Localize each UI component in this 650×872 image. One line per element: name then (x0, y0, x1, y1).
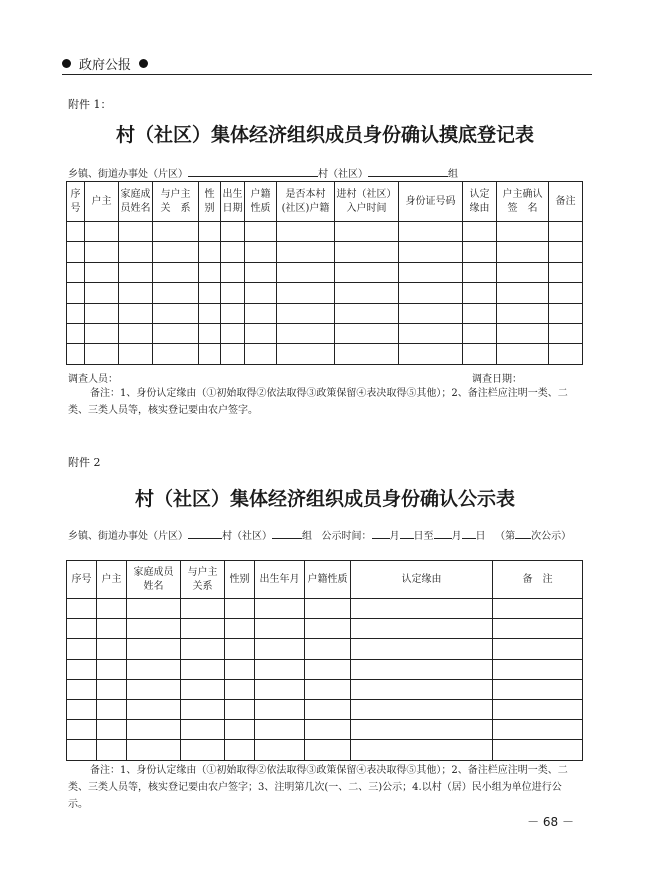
table-cell[interactable] (181, 599, 225, 619)
table-cell[interactable] (351, 679, 493, 699)
table-cell[interactable] (119, 242, 153, 262)
annex2-subheading (68, 528, 580, 544)
column-header (245, 182, 277, 222)
table-cell[interactable] (399, 323, 463, 343)
table-cell[interactable] (351, 619, 493, 639)
page-number: － 68 － (527, 815, 574, 829)
annex1-town-label: 乡镇、街道办事处（片区） (68, 169, 188, 180)
table-cell[interactable] (255, 639, 305, 659)
column-header (199, 182, 221, 222)
table-row (67, 720, 583, 740)
table-cell[interactable] (497, 262, 549, 282)
table-cell[interactable] (305, 699, 351, 719)
table-cell[interactable] (255, 619, 305, 639)
annex1-label: 附件 1： (68, 98, 112, 111)
table-cell[interactable] (255, 659, 305, 679)
table-cell[interactable] (181, 619, 225, 639)
table-row (67, 599, 583, 619)
table-row (67, 740, 583, 760)
column-header-text: (社区)户籍 (281, 202, 330, 214)
table-cell[interactable] (463, 242, 497, 262)
column-header-text: 户主 (101, 573, 122, 585)
town-blank (188, 528, 222, 539)
table-cell[interactable] (277, 283, 335, 303)
column-header (255, 561, 305, 599)
column-header-text: 缘由 (469, 202, 490, 214)
table-cell[interactable] (67, 262, 85, 282)
table-cell[interactable] (127, 720, 181, 740)
table-cell[interactable] (67, 303, 85, 323)
column-header (127, 561, 181, 599)
column-header-text: 性质 (250, 202, 271, 214)
table-row (67, 619, 583, 639)
table-cell[interactable] (549, 323, 583, 343)
blank (434, 528, 452, 539)
table-cell[interactable] (493, 619, 583, 639)
day-label: 日至 (413, 531, 434, 542)
table-cell[interactable] (463, 323, 497, 343)
annex2-town-label: 乡镇、街道办事处（片区） (68, 531, 188, 542)
table-cell[interactable] (277, 262, 335, 282)
table-cell[interactable] (67, 740, 97, 760)
column-header (549, 182, 583, 222)
column-header-text: 号 (70, 202, 81, 214)
table-cell[interactable] (199, 323, 221, 343)
column-header-text: 序号 (71, 573, 92, 585)
table-cell[interactable] (97, 599, 127, 619)
table-cell[interactable] (351, 699, 493, 719)
table-cell[interactable] (97, 699, 127, 719)
column-header-text: 认定缘由 (401, 573, 442, 585)
table-cell[interactable] (127, 699, 181, 719)
table-cell[interactable] (351, 720, 493, 740)
table-cell[interactable] (255, 740, 305, 760)
month-label: 月 (451, 531, 462, 542)
table-cell[interactable] (119, 344, 153, 364)
table-cell[interactable] (305, 619, 351, 639)
table-row (67, 323, 583, 343)
table-row (67, 639, 583, 659)
table-cell[interactable] (181, 659, 225, 679)
column-header (335, 182, 399, 222)
table-cell[interactable] (181, 679, 225, 699)
column-header-text: 员姓名 (120, 202, 151, 214)
table-cell[interactable] (85, 262, 119, 282)
table-cell[interactable] (335, 344, 399, 364)
gazette-header (62, 54, 148, 73)
column-header-text: 户籍 (250, 188, 271, 200)
column-header-text: 认定 (469, 188, 490, 200)
annex2-title: 村（社区）集体经济组织成员身份确认公示表 (134, 488, 515, 510)
table-cell[interactable] (399, 242, 463, 262)
table-cell[interactable] (153, 344, 199, 364)
table-cell[interactable] (225, 599, 255, 619)
publicity-time-label: 公示时间： (321, 531, 372, 542)
column-header (493, 561, 583, 599)
table-cell[interactable] (549, 303, 583, 323)
round-label: （第 (495, 531, 516, 542)
gazette-title: 政府公报 (79, 58, 132, 73)
village-blank (368, 166, 448, 177)
table-cell[interactable] (97, 679, 127, 699)
table-cell[interactable] (127, 639, 181, 659)
table-cell[interactable] (67, 222, 85, 242)
table-cell[interactable] (335, 283, 399, 303)
column-header-text: 姓名 (143, 580, 164, 592)
table-cell[interactable] (225, 699, 255, 719)
table-cell[interactable] (351, 599, 493, 619)
column-header-text: 户籍性质 (307, 573, 348, 585)
table-cell[interactable] (181, 699, 225, 719)
table-cell[interactable] (199, 222, 221, 242)
table-cell[interactable] (245, 222, 277, 242)
annex2-table (66, 560, 583, 761)
table-cell[interactable] (67, 599, 97, 619)
table-cell[interactable] (127, 599, 181, 619)
table-cell[interactable] (221, 344, 245, 364)
town-blank (188, 166, 318, 177)
table-cell[interactable] (277, 344, 335, 364)
table-cell[interactable] (351, 659, 493, 679)
table-cell[interactable] (245, 303, 277, 323)
table-cell[interactable] (127, 659, 181, 679)
column-header-text: 是否本村 (285, 188, 326, 200)
bullet-icon (62, 59, 71, 68)
table-cell[interactable] (463, 283, 497, 303)
annex1-village-label: 村（社区） (318, 169, 368, 180)
column-header-text: 序 (70, 188, 81, 200)
table-cell[interactable] (127, 740, 181, 760)
column-header-text: 关 系 (160, 202, 191, 214)
table-cell[interactable] (97, 659, 127, 679)
table-cell[interactable] (305, 679, 351, 699)
table-cell[interactable] (549, 242, 583, 262)
annex2-note: 备注：1、身份认定缘由（①初始取得②依法取得③政策保留④表决取得⑤其他）；2、备注栏应注明一类、二类、三类人员等，核实登记要由农户签字；3、注明第几次(一、二、三)公示；4.以村（居）民小组为单位进行公示。 (68, 765, 568, 810)
annex2-label: 附件 2 (68, 456, 101, 469)
table-cell[interactable] (225, 740, 255, 760)
column-header-text: 别 (204, 202, 215, 214)
table-cell[interactable] (199, 242, 221, 262)
table-row (67, 659, 583, 679)
table-cell[interactable] (493, 740, 583, 760)
column-header (85, 182, 119, 222)
column-header-text: 出生年月 (259, 573, 300, 585)
table-cell[interactable] (399, 283, 463, 303)
table-cell[interactable] (305, 720, 351, 740)
column-header (119, 182, 153, 222)
header-rule (62, 74, 592, 75)
column-header (351, 561, 493, 599)
table-cell[interactable] (153, 323, 199, 343)
table-cell[interactable] (181, 740, 225, 760)
table-cell[interactable] (549, 344, 583, 364)
column-header-text: 签 名 (507, 202, 538, 214)
table-cell[interactable] (335, 323, 399, 343)
table-cell[interactable] (67, 242, 85, 262)
table-row (67, 283, 583, 303)
table-row (67, 699, 583, 719)
blank (515, 528, 531, 539)
table-cell[interactable] (245, 283, 277, 303)
table-cell[interactable] (277, 222, 335, 242)
table-cell[interactable] (119, 222, 153, 242)
table-cell[interactable] (67, 659, 97, 679)
table-cell[interactable] (399, 262, 463, 282)
table-cell[interactable] (67, 619, 97, 639)
blank (372, 528, 390, 539)
column-header (67, 561, 97, 599)
table-cell[interactable] (351, 639, 493, 659)
column-header (153, 182, 199, 222)
table-cell[interactable] (67, 679, 97, 699)
table-cell[interactable] (277, 242, 335, 262)
table-cell[interactable] (497, 303, 549, 323)
table-cell[interactable] (335, 303, 399, 323)
table-cell[interactable] (493, 639, 583, 659)
investigation-date-label: 调查日期： (472, 374, 522, 385)
table-cell[interactable] (67, 283, 85, 303)
table-row (67, 303, 583, 323)
table-cell[interactable] (493, 679, 583, 699)
table-cell[interactable] (493, 599, 583, 619)
table-cell[interactable] (199, 283, 221, 303)
table-cell[interactable] (463, 222, 497, 242)
annex1-table (66, 181, 583, 365)
table-cell[interactable] (199, 262, 221, 282)
column-header (67, 182, 85, 222)
table-cell[interactable] (153, 303, 199, 323)
table-cell[interactable] (549, 283, 583, 303)
column-header (463, 182, 497, 222)
table-cell[interactable] (245, 262, 277, 282)
column-header-text: 进村（社区） (336, 188, 397, 200)
table-cell[interactable] (85, 283, 119, 303)
table-cell[interactable] (127, 619, 181, 639)
table-cell[interactable] (127, 679, 181, 699)
table-row (67, 679, 583, 699)
table-cell[interactable] (97, 740, 127, 760)
table-cell[interactable] (85, 303, 119, 323)
table-cell[interactable] (119, 283, 153, 303)
column-header-text: 与户主 (187, 566, 218, 578)
table-cell[interactable] (153, 262, 199, 282)
table-cell[interactable] (67, 699, 97, 719)
table-cell[interactable] (277, 323, 335, 343)
table-cell[interactable] (497, 283, 549, 303)
table-cell[interactable] (497, 323, 549, 343)
column-header-text: 与户主 (160, 188, 191, 200)
round-label-end: 次公示） (531, 531, 572, 542)
table-cell[interactable] (119, 323, 153, 343)
table-cell[interactable] (97, 639, 127, 659)
day-label: 日 (475, 531, 486, 542)
table-cell[interactable] (67, 639, 97, 659)
table-cell[interactable] (221, 222, 245, 242)
table-cell[interactable] (335, 262, 399, 282)
table-cell[interactable] (255, 599, 305, 619)
month-label: 月 (389, 531, 400, 542)
table-cell[interactable] (399, 344, 463, 364)
table-cell[interactable] (255, 679, 305, 699)
column-header-text: 性别 (229, 573, 250, 585)
table-cell[interactable] (335, 242, 399, 262)
column-header (225, 561, 255, 599)
annex2-group-label: 组 (302, 531, 312, 542)
annex1-group-label: 组 (448, 169, 458, 180)
table-row (67, 344, 583, 364)
table-cell[interactable] (351, 740, 493, 760)
blank (400, 528, 414, 539)
table-cell[interactable] (463, 344, 497, 364)
blank (462, 528, 476, 539)
table-cell[interactable] (255, 699, 305, 719)
table-cell[interactable] (225, 720, 255, 740)
column-header-text: 出生 (222, 188, 243, 200)
table-cell[interactable] (305, 659, 351, 679)
table-cell[interactable] (493, 659, 583, 679)
column-header-text: 家庭成员 (133, 566, 174, 578)
table-cell[interactable] (497, 344, 549, 364)
table-cell[interactable] (221, 262, 245, 282)
table-cell[interactable] (221, 242, 245, 262)
table-cell[interactable] (463, 303, 497, 323)
table-cell[interactable] (67, 344, 85, 364)
table-cell[interactable] (199, 344, 221, 364)
table-cell[interactable] (493, 720, 583, 740)
column-header-text: 关系 (192, 580, 213, 592)
table-cell[interactable] (181, 639, 225, 659)
table-cell[interactable] (153, 283, 199, 303)
table-cell[interactable] (549, 262, 583, 282)
table-cell[interactable] (245, 242, 277, 262)
table-cell[interactable] (97, 619, 127, 639)
table-cell[interactable] (85, 242, 119, 262)
table-cell[interactable] (497, 222, 549, 242)
annex2-header-row (67, 561, 583, 599)
column-header (181, 561, 225, 599)
column-header-text: 日期 (222, 202, 243, 214)
table-cell[interactable] (305, 740, 351, 760)
annex1-title: 村（社区）集体经济组织成员身份确认摸底登记表 (115, 124, 534, 146)
table-cell[interactable] (97, 720, 127, 740)
table-cell[interactable] (67, 323, 85, 343)
table-cell[interactable] (221, 323, 245, 343)
investigator-label: 调查人员： (68, 374, 118, 385)
table-cell[interactable] (277, 303, 335, 323)
table-cell[interactable] (85, 344, 119, 364)
table-cell[interactable] (119, 262, 153, 282)
table-cell[interactable] (399, 222, 463, 242)
column-header (399, 182, 463, 222)
column-header (277, 182, 335, 222)
table-cell[interactable] (225, 679, 255, 699)
table-cell[interactable] (221, 283, 245, 303)
table-cell[interactable] (225, 639, 255, 659)
table-row (67, 262, 583, 282)
table-cell[interactable] (85, 222, 119, 242)
table-row (67, 222, 583, 242)
column-header-text: 户主确认 (502, 188, 543, 200)
column-header-text: 性 (204, 188, 215, 200)
column-header-text: 家庭成 (120, 188, 151, 200)
table-cell[interactable] (335, 222, 399, 242)
column-header-text: 备注 (555, 195, 576, 207)
table-cell[interactable] (493, 699, 583, 719)
table-cell[interactable] (305, 639, 351, 659)
annex1-note: 备注：1、身份认定缘由（①初始取得②依法取得③政策保留④表决取得⑤其他）；2、备注栏应注明一类、二类、三类人员等，核实登记要由农户签字。 (68, 388, 568, 416)
table-cell[interactable] (245, 344, 277, 364)
table-cell[interactable] (67, 720, 97, 740)
table-cell[interactable] (153, 222, 199, 242)
table-cell[interactable] (549, 222, 583, 242)
village-blank (272, 528, 302, 539)
table-cell[interactable] (225, 659, 255, 679)
table-cell[interactable] (199, 303, 221, 323)
annex2-village-label: 村（社区） (222, 531, 272, 542)
table-cell[interactable] (225, 619, 255, 639)
table-cell[interactable] (255, 720, 305, 740)
table-row (67, 242, 583, 262)
annex1-subheading (68, 166, 580, 182)
column-header-text: 户主 (91, 195, 112, 207)
table-cell[interactable] (399, 303, 463, 323)
table-cell[interactable] (497, 242, 549, 262)
table-cell[interactable] (245, 323, 277, 343)
annex1-header-row (67, 182, 583, 222)
table-cell[interactable] (221, 303, 245, 323)
column-header-text: 入户时间 (346, 202, 387, 214)
column-header (497, 182, 549, 222)
table-cell[interactable] (153, 242, 199, 262)
column-header (305, 561, 351, 599)
table-cell[interactable] (85, 323, 119, 343)
column-header (97, 561, 127, 599)
table-cell[interactable] (181, 720, 225, 740)
column-header (221, 182, 245, 222)
bullet-icon (139, 59, 148, 68)
table-cell[interactable] (463, 262, 497, 282)
column-header-text: 备 注 (522, 573, 553, 585)
column-header-text: 身份证号码 (405, 195, 456, 207)
table-cell[interactable] (305, 599, 351, 619)
table-cell[interactable] (119, 303, 153, 323)
